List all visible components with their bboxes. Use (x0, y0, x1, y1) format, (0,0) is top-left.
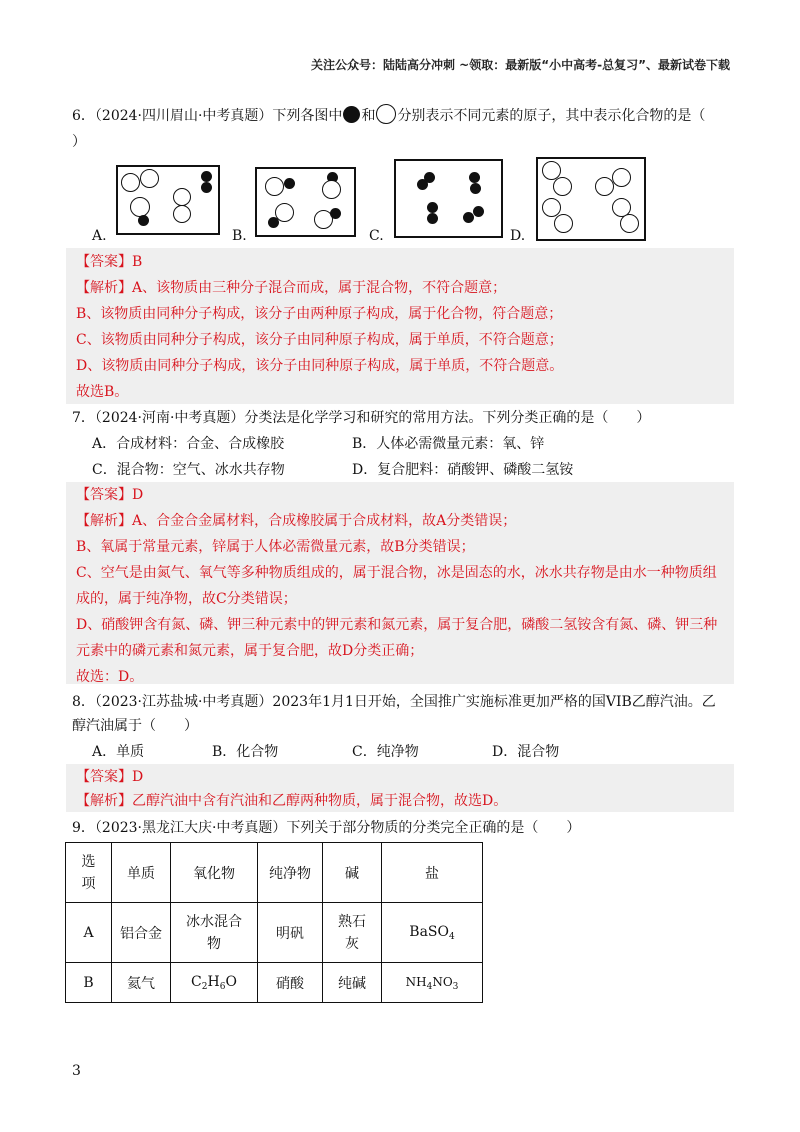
q8-option-a: A．单质 (92, 744, 145, 760)
q8-stem-line: 8．（2023·江苏盐城·中考真题）2023年1月1日开始，全国推广实施标准更加严格的国VIB乙醇汽油。乙 (72, 694, 716, 710)
white-atom-icon (121, 173, 140, 192)
particle-box-b (255, 167, 356, 237)
black-atom-icon (201, 182, 212, 193)
q9-table (65, 842, 483, 1003)
option-label: C. (369, 228, 384, 244)
white-atom-icon (322, 180, 341, 199)
q8-answer: 【答案】D (76, 769, 144, 785)
option-label: B. (232, 228, 247, 244)
q7-stem: 7．（2024·河南·中考真题）分类法是化学学习和研究的常用方法。下列分类正确的是（ ） (72, 410, 651, 426)
table-cell: 铝合金 (112, 903, 171, 963)
q8-stem-line: 醇汽油属于（ ） (72, 718, 198, 734)
white-atom-icon (612, 168, 631, 187)
white-atom-icon (376, 104, 396, 124)
q6-stem (72, 104, 732, 128)
white-atom-icon (553, 177, 572, 196)
cell-text: 熟石灰 (338, 913, 366, 952)
table-cell: 纯碱 (323, 963, 382, 1003)
white-atom-icon (620, 214, 639, 233)
q7-analysis-line: C、空气是由氮气、氧气等多种物质组成的，属于混合物，冰是固态的水，冰水共存物是由水一种物质组 (76, 565, 717, 581)
header-cell (66, 843, 112, 903)
q7-analysis-line: D、硝酸钾含有氮、磷、钾三种元素中的钾元素和氮元素，属于复合肥，磷酸二氢铵含有氮、磷、钾三种 (76, 617, 718, 633)
table-cell (171, 903, 258, 963)
table-row (66, 903, 483, 963)
table-cell (323, 903, 382, 963)
black-atom-icon (473, 206, 484, 217)
q7-analysis-line: 成的，属于纯净物，故C分类错误； (76, 591, 297, 607)
q7-analysis-line: 【解析】A、合金合金属材料，合成橡胶属于合成材料，故A分类错误； (76, 513, 517, 529)
formula-baso4: BaSO$_4$ (409, 923, 455, 942)
table-cell (171, 963, 258, 1003)
q7-analysis-line: 故选：D。 (76, 669, 144, 685)
q6-stem-part: 分别表示不同元素的原子，其中表示化合物的是（ (397, 108, 706, 124)
q8-option-b: B．化合物 (212, 744, 279, 760)
header-cell: 单质 (112, 843, 171, 903)
header-cell: 盐 (382, 843, 483, 903)
black-atom-icon (343, 106, 360, 123)
table-cell: 硝酸 (258, 963, 323, 1003)
q8-option-c: C．纯净物 (352, 744, 419, 760)
page-number: 3 (72, 1063, 81, 1079)
particle-box-c (394, 159, 503, 238)
formula-c2h6o: $C_2H_6O$ (191, 973, 237, 992)
black-atom-icon (463, 212, 474, 223)
page-header: 关注公众号：陆陆高分冲刺 ~领取：最新版“小中高考-总复习”、最新试卷下载 (311, 58, 730, 72)
particle-box-d (536, 157, 646, 241)
q6-analysis-line: B、该物质由同种分子构成，该分子由两种原子构成，属于化合物，符合题意； (76, 306, 563, 322)
table-cell: A (66, 903, 112, 963)
q6-analysis-line: D、该物质由同种分子构成，该分子由同种原子构成，属于单质，不符合题意。 (76, 358, 564, 374)
table-cell (382, 903, 483, 963)
q6-analysis-line: 【解析】A、该物质由三种分子混合而成，属于混合物，不符合题意； (76, 280, 507, 296)
black-atom-icon (330, 208, 341, 219)
white-atom-icon (140, 169, 159, 188)
particle-box-a (116, 165, 220, 235)
q7-option-b: B．人体必需微量元素：氧、锌 (352, 436, 545, 452)
q6-analysis-line: 故选B。 (76, 384, 129, 400)
cell-text: 冰水混合物 (186, 913, 242, 952)
q6-answer: 【答案】B (76, 254, 143, 270)
q7-option-c: C．混合物：空气、冰水共存物 (92, 462, 285, 478)
q8-analysis: 【解析】乙醇汽油中含有汽油和乙醇两种物质，属于混合物，故选D。 (76, 793, 508, 809)
formula-nh4no3: $NH_4NO_3$ (405, 974, 459, 992)
table-cell: 明矾 (258, 903, 323, 963)
black-atom-icon (427, 202, 438, 213)
black-atom-icon (268, 217, 279, 228)
black-atom-icon (284, 178, 295, 189)
table-cell: B (66, 963, 112, 1003)
q6-stem-part: 6．（2024·四川眉山·中考真题）下列各图中 (72, 108, 343, 124)
q7-analysis-line: B、氧属于常量元素，锌属于人体必需微量元素，故B分类错误； (76, 539, 475, 555)
q7-option-d: D．复合肥料：硝酸钾、磷酸二氢铵 (352, 462, 574, 478)
black-atom-icon (427, 213, 438, 224)
table-cell: 氦气 (112, 963, 171, 1003)
black-atom-icon (417, 179, 428, 190)
white-atom-icon (130, 197, 150, 217)
white-atom-icon (554, 214, 573, 233)
q6-analysis-line: C、该物质由同种分子构成，该分子由同种原子构成，属于单质，不符合题意； (76, 332, 563, 348)
header-cell: 氧化物 (171, 843, 258, 903)
black-atom-icon (201, 171, 212, 182)
table-header-row (66, 843, 483, 903)
white-atom-icon (265, 177, 284, 196)
q7-answer: 【答案】D (76, 487, 144, 503)
table-row (66, 963, 483, 1003)
q8-option-d: D．混合物 (492, 744, 560, 760)
table-cell (382, 963, 483, 1003)
white-atom-icon (173, 188, 191, 206)
q7-analysis-line: 元素中的磷元素和氮元素，属于复合肥，故D分类正确； (76, 643, 424, 659)
black-atom-icon (138, 215, 149, 226)
header-label: 选项 (81, 853, 96, 892)
black-atom-icon (469, 172, 480, 183)
header-cell: 纯净物 (258, 843, 323, 903)
q6-stem-end: ） (72, 134, 86, 150)
q7-option-a: A．合成材料：合金、合成橡胶 (92, 436, 285, 452)
white-atom-icon (595, 177, 614, 196)
header-cell: 碱 (323, 843, 382, 903)
option-label: A. (92, 228, 107, 244)
q9-stem: 9．（2023·黑龙江大庆·中考真题）下列关于部分物质的分类完全正确的是（ ） (72, 820, 581, 836)
option-label: D. (510, 228, 526, 244)
white-atom-icon (173, 205, 191, 223)
q6-stem-part: 和 (361, 108, 376, 124)
black-atom-icon (470, 183, 481, 194)
